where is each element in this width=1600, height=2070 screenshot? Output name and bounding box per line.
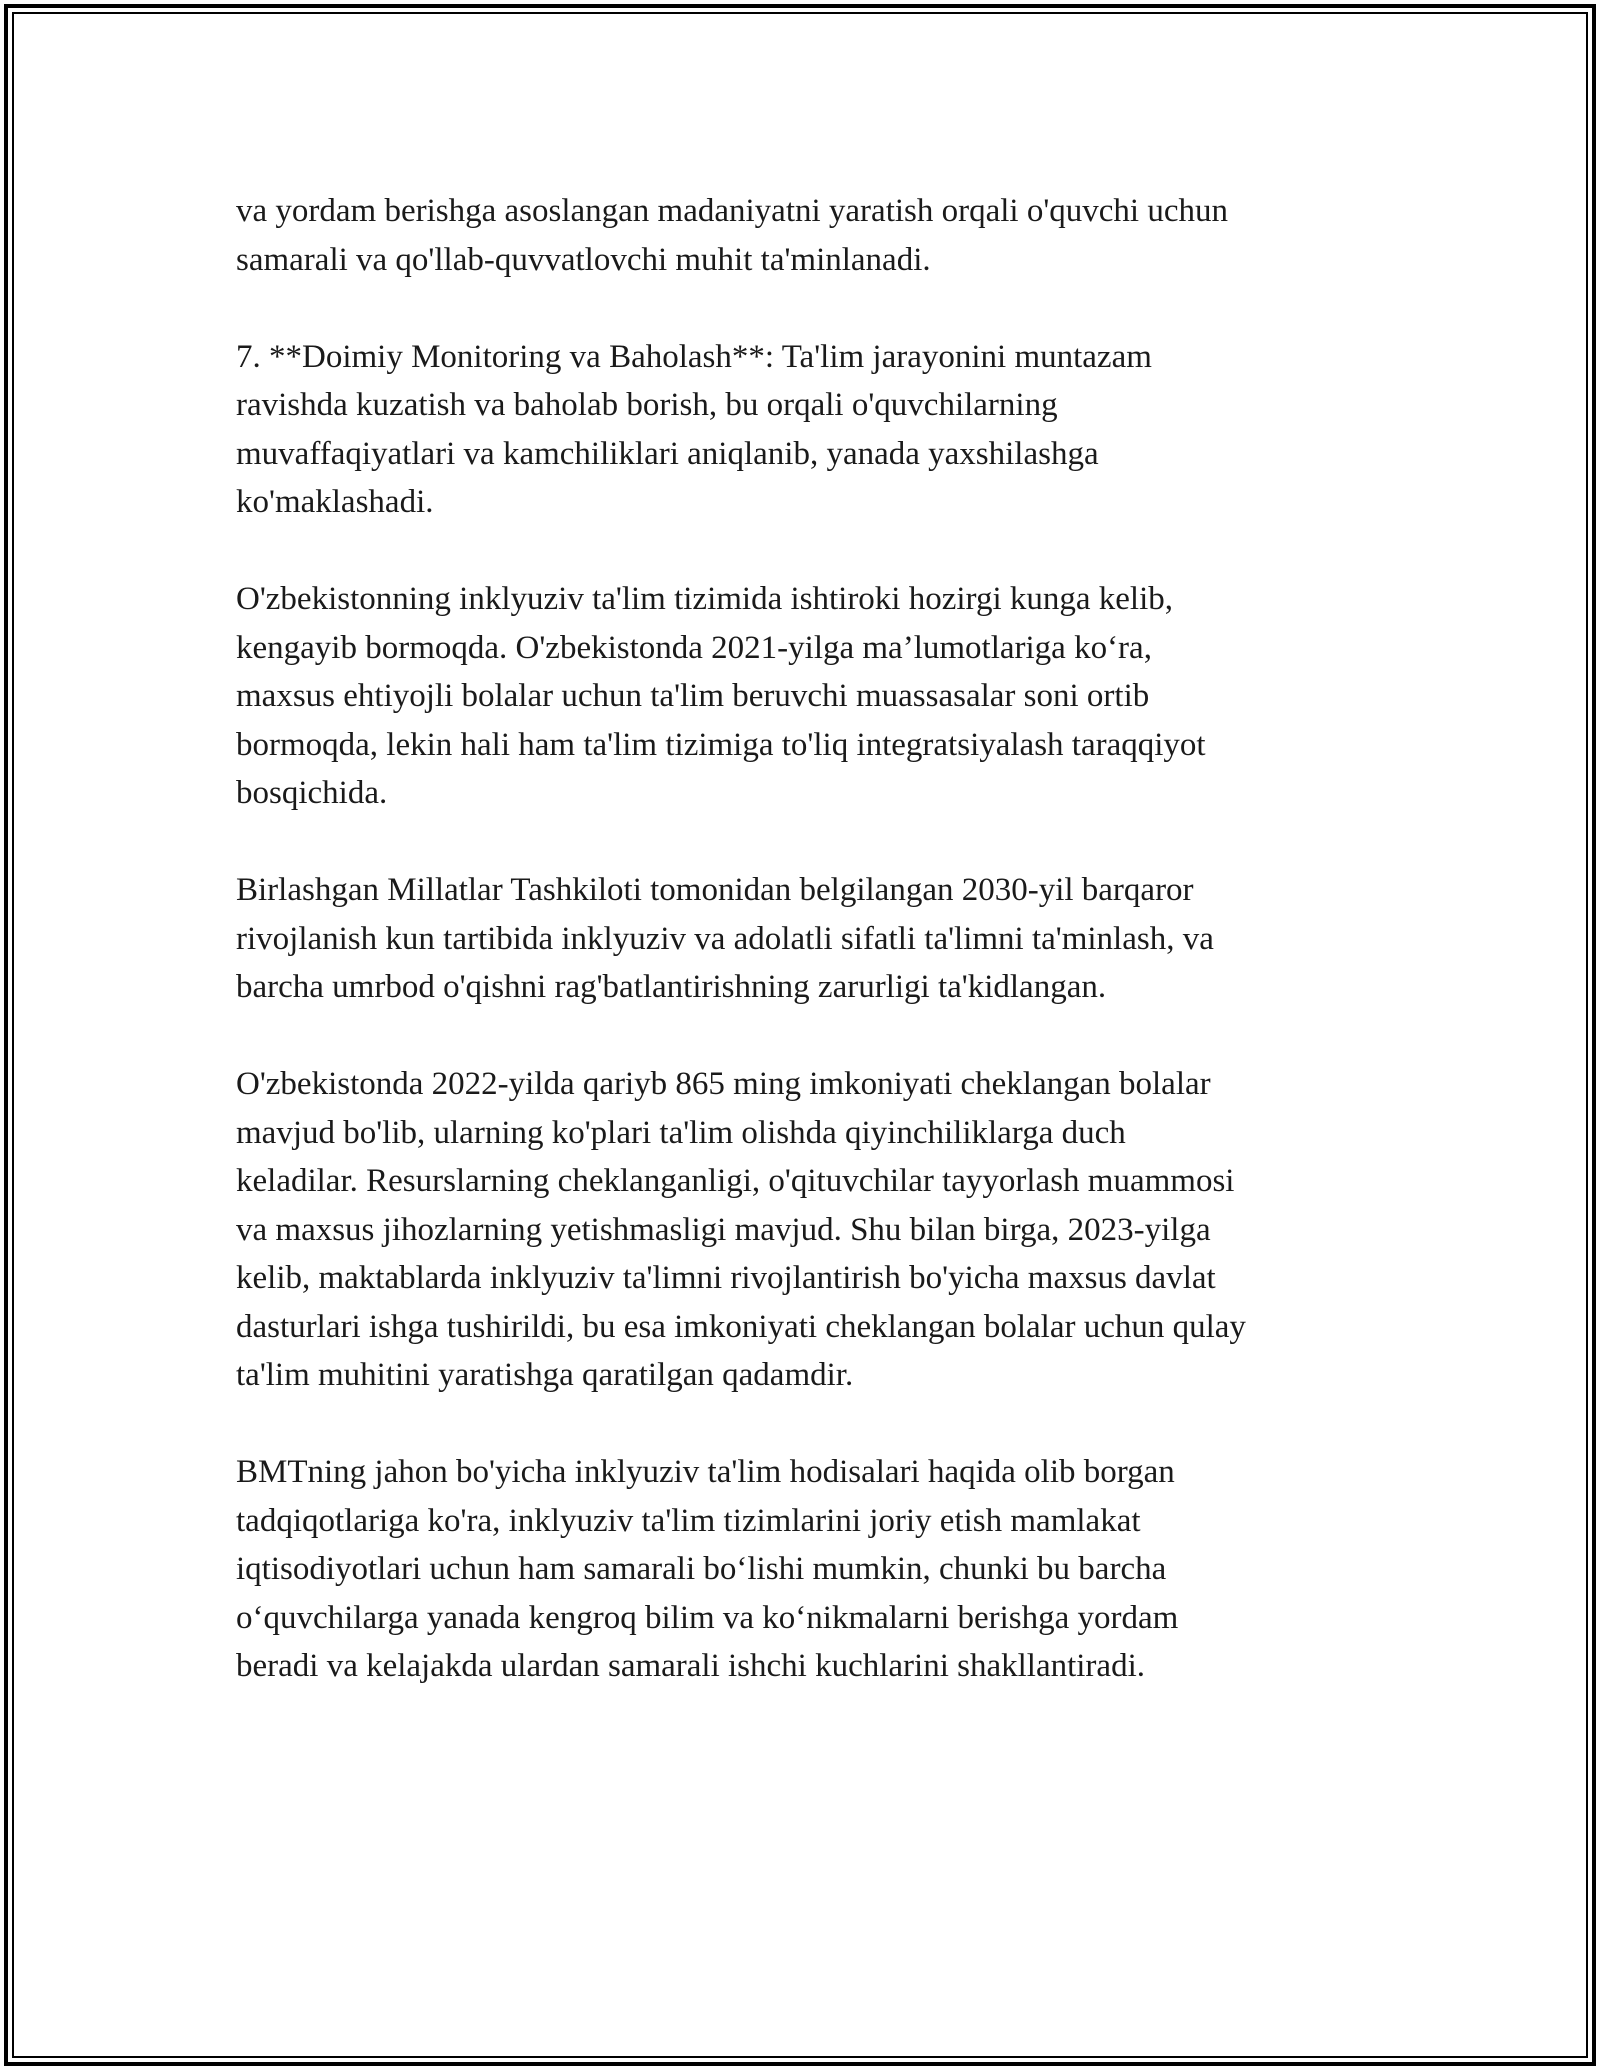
paragraph-un-agenda: Birlashgan Millatlar Tashkiloti tomonidan belgilangan 2030-yil barqaror rivojlanish kun tartibida inklyuziv va adolatli sifatli ta'limni ta'minlash, va barcha umrbod o'qishni rag'batlantirishning zarurligi ta'kidlangan. <box>236 872 1214 1005</box>
document-body <box>236 187 1366 1739</box>
paragraph-intro-continuation: va yordam berishga asoslangan madaniyatni yaratish orqali o'quvchi uchun samarali va qo'llab-quvvatlovchi muhit ta'minlanadi. <box>236 193 1228 278</box>
paragraph-monitoring-point: 7. **Doimiy Monitoring va Baholash**: Ta'lim jarayonini muntazam ravishda kuzatish va baholab borish, bu orqali o'quvchilarning muvaffaqiyatlari va kamchiliklari aniqlanib, yanada yaxshilashga ko'maklashadi. <box>236 338 1152 520</box>
paragraph-un-research: BMTning jahon bo'yicha inklyuziv ta'lim hodisalari haqida olib borgan tadqiqotlariga ko'ra, inklyuziv ta'lim tizimlarini joriy etish mamlakat iqtisodiyotlari uchun ham samarali bo‘lishi mumkin, chunki bu barcha o‘quvchilarga yanada kengroq bilim va ko‘nikmalarni berishga yordam beradi va kelajakda ulardan samarali ishchi kuchlarini shakllantiradi. <box>236 1454 1179 1684</box>
paragraph-2022-statistics: O'zbekistonda 2022-yilda qariyb 865 ming imkoniyati cheklangan bolalar mavjud bo'lib, ularning ko'plari ta'lim olishda qiyinchiliklarga duch keladilar. Resurslarning cheklanganligi, o'qituvchilar tayyorlash muammosi va maxsus jihozlarning yetishmasligi mavjud. Shu bilan birga, 2023-yilga kelib, maktablarda inklyuziv ta'limni rivojlantirish bo'yicha maxsus davlat dasturlari ishga tushirildi, bu esa imkoniyati cheklangan bolalar uchun qulay ta'lim muhitini yaratishga qaratilgan qadamdir. <box>236 1066 1246 1393</box>
paragraph-uzbekistan-inclusion: O'zbekistonning inklyuziv ta'lim tizimida ishtiroki hozirgi kunga kelib, kengayib bormoqda. O'zbekistonda 2021-yilga ma’lumotlariga ko‘ra, maxsus ehtiyojli bolalar uchun ta'lim beruvchi muassasalar soni ortib bormoqda, lekin hali ham ta'lim tizimiga to'liq integratsiyalash taraqqiyot bosqichida. <box>236 581 1206 811</box>
